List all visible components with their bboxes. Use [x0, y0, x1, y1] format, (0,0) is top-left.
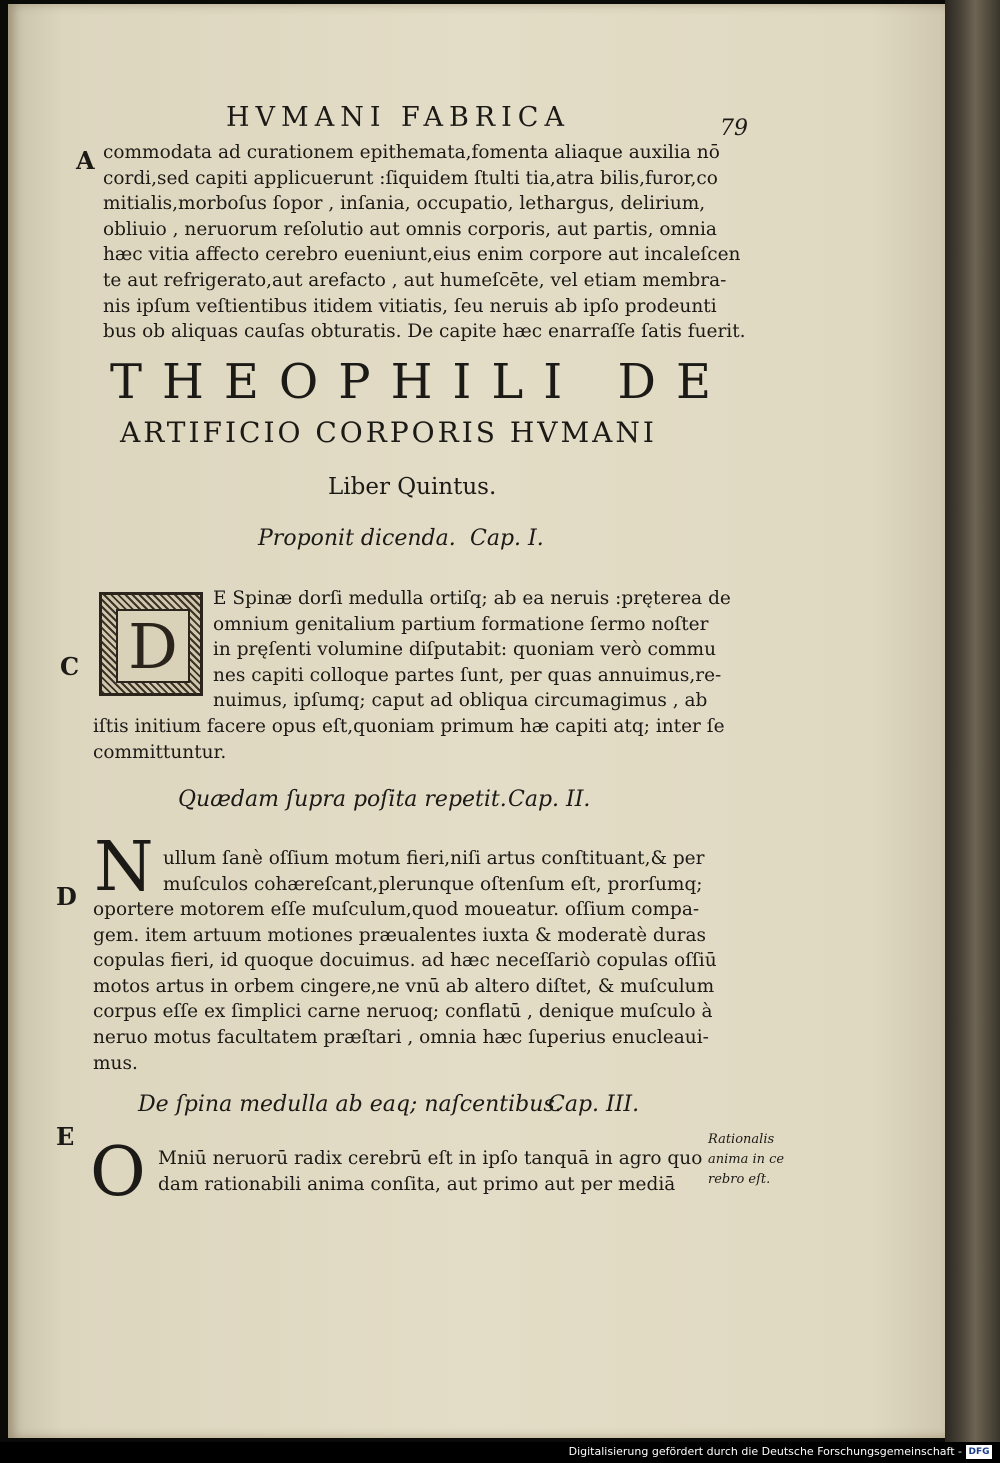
chapter-3-lines [158, 1146, 702, 1197]
book-number: Liber Quintus. [328, 474, 497, 500]
page-number: 79 [720, 116, 748, 141]
paragraph-1 [103, 140, 746, 345]
chapter-3-number: Cap. III. [548, 1092, 640, 1117]
ornamental-initial-d [99, 592, 203, 696]
text-line: gem. item artuum motiones præualentes iuxta & moderatè duras [93, 924, 707, 946]
footer-bar [0, 1442, 1000, 1463]
text-line: ullum ſanè oſſium motum fieri,niſi artus conſtituant,& per [163, 848, 705, 869]
text-line: corpus eſſe ex ſimplici carne neruoq; conflatū , denique muſculo à [93, 1001, 713, 1023]
chapter-2-heading: Quædam ſupra poſita repetit. [178, 787, 507, 812]
text-line: oportere motorem eſſe muſculum,quod moueatur. oſſium compa- [93, 899, 700, 920]
marginal-note-line: Rationalis [708, 1132, 775, 1147]
text-line: Mniū neruorū radix cerebrū eſt in ipſo tanquā in agro quo [158, 1148, 703, 1169]
chapter-1-heading: Proponit dicenda. [258, 526, 456, 551]
chapter-1-lines-indented [213, 586, 731, 714]
text-line: nes capiti colloque partes ſunt, per quas annuimus,re- [213, 664, 722, 686]
text-line: obliuio , neruorum reſolutio aut omnis corporis, aut partis, omnia [103, 218, 717, 240]
text-line: E Spinæ dorſi medulla ortiſq; ab ea neruis :pręterea de [213, 588, 731, 609]
running-head: HVMANI FABRICA [226, 102, 570, 133]
chapter-1-lines-full [93, 714, 725, 765]
text-line: nuimus, ipſumq; caput ad obliqua circumagimus , ab [213, 690, 708, 712]
chapter-3-heading: De ſpina medulla ab eaq; naſcentibus. [138, 1092, 562, 1117]
margin-letter-c: C [60, 652, 80, 681]
text-line: commodata ad curationem epithemata,fomenta aliaque auxilia nō [103, 142, 720, 163]
chapter-2-lines-indented [163, 846, 704, 897]
chapter-2-lines-full [93, 897, 717, 1076]
text-line: dam rationabili anima conſita, aut primo aut per mediā [158, 1173, 676, 1195]
marginal-note [708, 1130, 784, 1190]
chapter-2-number: Cap. II. [508, 787, 591, 812]
book-edge [945, 0, 1000, 1442]
text-line: omnium genitalium partium formatione ſermo noſter [213, 613, 709, 635]
chapter-1-number: Cap. I. [470, 526, 544, 551]
margin-letter-e: E [56, 1122, 75, 1151]
text-line: in pręſenti volumine diſputabit: quoniam verò commu [213, 639, 716, 661]
margin-letter-d: D [56, 882, 77, 911]
margin-letter-a: A [76, 146, 95, 175]
marginal-note-line: rebro eſt. [708, 1172, 771, 1187]
text-line: committuntur. [93, 741, 227, 763]
initial-letter-o: O [90, 1133, 146, 1212]
text-line: hæc vitia affecto cerebro eueniunt,eius enim corpore aut incaleſcen [103, 244, 741, 266]
text-line: neruo motus facultatem præſtari , omnia hæc ſuperius enucleaui- [93, 1026, 709, 1048]
marginal-note-line: anima in ce [708, 1152, 785, 1167]
book-subtitle: ARTIFICIO CORPORIS HVMANI [120, 416, 657, 449]
initial-letter-n: N [94, 828, 154, 907]
text-line: motos artus in orbem cingere,ne vnū ab altero diſtet, & muſculum [93, 975, 715, 997]
text-line: mus. [93, 1052, 138, 1074]
funding-notice: Digitalisierung gefördert durch die Deutsche Forschungsgemeinschaft - [568, 1445, 962, 1458]
paper-sheet [8, 4, 945, 1438]
text-line: muſculos cohæreſcant,plerunque oſtenſum eſt, prorſumq; [163, 873, 703, 895]
text-line: mitialis,morboſus ſopor , inſania, occupatio, lethargus, delirium, [103, 193, 706, 215]
book-title: THEOPHILI DE [110, 354, 731, 410]
text-line: cordi,sed capiti applicuerunt :ſiquidem ſtulti tia,atra bilis,furor,co [103, 167, 718, 189]
text-line: bus ob aliquas cauſas obturatis. De capite hæc enarraſſe ſatis fuerit. [103, 321, 746, 343]
text-line: te aut refrigerato,aut arefacto , aut humeſcēte, vel etiam membra- [103, 269, 727, 291]
text-line: iſtis initium facere opus eſt,quoniam primum hæ capiti atq; inter ſe [93, 716, 725, 737]
dfg-logo-icon: DFG [966, 1445, 992, 1459]
ornamental-initial-letter: D [116, 609, 190, 683]
text-line: copulas fieri, id quoque docuimus. ad hæc neceſſariò copulas oſſiū [93, 950, 717, 972]
text-line: nis ipſum veſtientibus itidem vitiatis, ſeu neruis ab ipſo prodeunti [103, 295, 717, 317]
